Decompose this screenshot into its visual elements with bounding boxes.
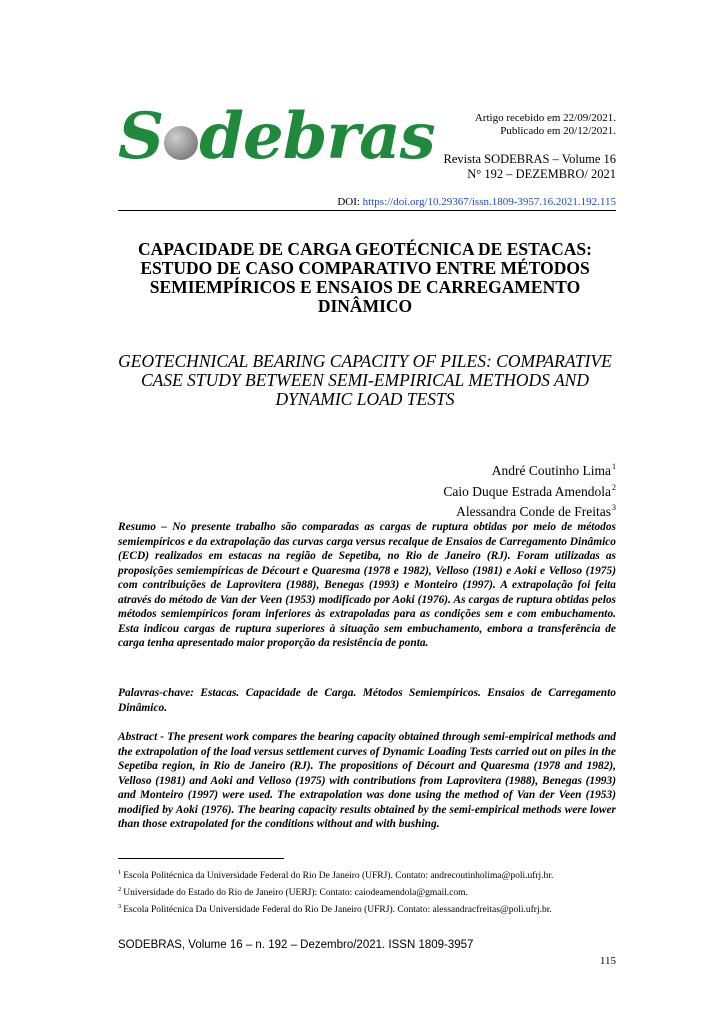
footnote: $^3$ Escola Politécnica Da Universidade Federal do Rio De Janeiro (UFRJ). Contato: alessandracfreitas@poli.ufrj.br. — [118, 903, 552, 915]
logo-text-debras: debras — [199, 99, 435, 174]
author: Alessandra Conde de Freitas$^3$ — [456, 503, 616, 519]
footer-citation: SODEBRAS, Volume 16 – n. 192 – Dezembro/2021. ISSN 1809-3957 — [118, 939, 474, 951]
doi — [118, 196, 616, 209]
author: Caio Duque Estrada Amendola$^2$ — [443, 482, 616, 499]
author: André Coutinho Lima$^1$ — [491, 462, 616, 478]
footnote-divider — [118, 858, 284, 859]
footnote: $^2$ Universidade do Estado do Rio de Janeiro (UERJ): Contato: caiodeamendola@gmail.com. — [118, 886, 468, 898]
keywords-paragraph: Palavras-chave: Estacas. Capacidade de Carga. Métodos Semiempíricos. Ensaios de Carregamento Dinâmico. — [118, 687, 616, 714]
author-list — [443, 459, 616, 521]
published-date: Publicado em 20/12/2021. — [500, 125, 616, 137]
logo-sphere-icon — [164, 126, 198, 160]
journal-volume: Revista SODEBRAS – Volume 16 — [443, 152, 616, 166]
title-portuguese: CAPACIDADE DE CARGA GEOTÉCNICA DE ESTACAS: ESTUDO DE CASO COMPARATIVO ENTRE MÉTODOS SEMIEMPÍRICOS E ENSAIOS DE CARREGAMENTO DINÂMICO — [138, 239, 592, 316]
abstract-paragraph: Abstract - The present work compares the bearing capacity obtained through semi-empirical methods and the extrapolation of the load versus settlement curves of Dynamic Loading Tests carried out on piles in the Sepetiba region, in Rio de Janeiro (RJ). The propositions of Décourt and Quaresma (1978 and 1982), Velloso (1981) and Aoki and Velloso (1975) with contributions from Laprovitera (1988), Benegas (1993) and Monteiro (1997) were used. The extrapolation was done using the method of Van der Veen (1953) modified by Aoki (1976). The bearing capacity results obtained by the semi-empirical methods were lower than those extrapolated for the conditions without and with bushing. — [118, 731, 616, 830]
footnotes — [118, 866, 628, 917]
sodebras-logo — [118, 99, 435, 180]
page-number: 115 — [599, 955, 616, 967]
author-footnote-ref[interactable]: 3 — [612, 503, 616, 512]
doi-link[interactable]: https://doi.org/10.29367/issn.1809-3957.16.2021.192.115 — [362, 196, 616, 208]
journal-issue: N° 192 – DEZEMBRO/ 2021 — [467, 167, 616, 181]
title-english: GEOTECHNICAL BEARING CAPACITY OF PILES: COMPARATIVE CASE STUDY BETWEEN SEMI-EMPIRICAL METHODS AND DYNAMIC LOAD TESTS — [118, 351, 612, 409]
logo-letter-s: S — [118, 99, 164, 174]
doi-label: DOI: — [337, 196, 363, 208]
resumo-paragraph: Resumo – No presente trabalho são comparadas as cargas de ruptura obtidas por meio de métodos semiempíricos e da extrapolação das curvas carga versus recalque de Ensaios de Carregamento Dinâmico (ECD) realizados em estacas na região de Sepetiba, no Rio de Janeiro (RJ). Foram utilizadas as proposições semiempíricas de Décourt e Quaresma (1978 e 1982), Velloso (1981) e Aoki e Velloso (1975) com contribuições de Laprovitera (1988), Benegas (1993) e Monteiro (1997). A extrapolação foi feita através do método de Van der Veen (1953) modificado por Aoki (1976). As cargas de ruptura obtidas pelos métodos semiempíricos foram inferiores às extrapoladas para as condições sem e com embuchamento. Esta indicou cargas de ruptura superiores à situação sem embuchamento, embora a transferência de carga tenha apresentado maior proporção da resistência de ponta. — [118, 521, 616, 649]
article-dates — [475, 112, 616, 138]
author-footnote-ref[interactable]: 1 — [612, 462, 616, 471]
journal-info — [444, 152, 616, 182]
author-footnote-ref[interactable]: 2 — [612, 482, 616, 492]
header-divider — [118, 210, 616, 211]
received-date: Artigo recebido em 22/09/2021. — [474, 112, 616, 124]
footnote: $^1$ Escola Politécnica da Universidade Federal do Rio De Janeiro (UFRJ). Contato: andrecoutinholima@poli.ufrj.br. — [118, 869, 554, 881]
logo-wordmark — [118, 99, 435, 174]
